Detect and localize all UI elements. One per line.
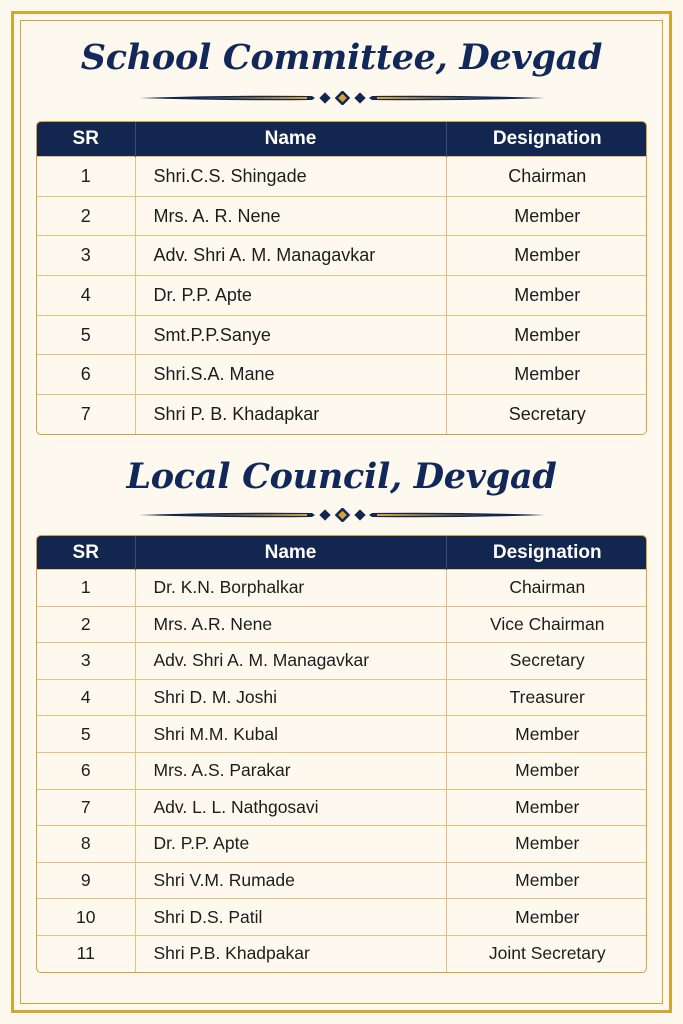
- row-name: Mrs. A. R. Nene: [135, 196, 446, 236]
- row-name: Adv. Shri A. M. Managavkar: [135, 236, 446, 276]
- table-row: [37, 570, 647, 607]
- row-designation: Member: [446, 826, 647, 863]
- row-designation: Chairman: [446, 570, 647, 607]
- row-sr: 8: [37, 826, 135, 863]
- row-sr: 7: [37, 789, 135, 826]
- row-name: Shri P.B. Khadpakar: [135, 935, 446, 971]
- table-header-row: [37, 122, 647, 157]
- table-row: [37, 606, 647, 643]
- row-designation: Member: [446, 315, 647, 355]
- row-name: Shri P. B. Khadapkar: [135, 395, 446, 434]
- table-row: [37, 355, 647, 395]
- row-sr: 5: [37, 716, 135, 753]
- row-designation: Member: [446, 899, 647, 936]
- row-sr: 5: [37, 315, 135, 355]
- row-name: Shri D. M. Joshi: [135, 679, 446, 716]
- row-designation: Treasurer: [446, 679, 647, 716]
- row-name: Shri D.S. Patil: [135, 899, 446, 936]
- row-name: Mrs. A.R. Nene: [135, 606, 446, 643]
- header-designation: Designation: [446, 536, 647, 570]
- row-designation: Member: [446, 196, 647, 236]
- row-sr: 10: [37, 899, 135, 936]
- header-sr: SR: [37, 536, 135, 570]
- row-sr: 4: [37, 679, 135, 716]
- row-designation: Member: [446, 355, 647, 395]
- row-sr: 3: [37, 236, 135, 276]
- local-council-table: [36, 535, 647, 973]
- table-row: [37, 157, 647, 197]
- table-row: [37, 395, 647, 434]
- row-name: Shri.S.A. Mane: [135, 355, 446, 395]
- school-committee-title: School Committee, Devgad: [80, 37, 603, 78]
- table-row: [37, 862, 647, 899]
- row-designation: Member: [446, 716, 647, 753]
- row-designation: Joint Secretary: [446, 935, 647, 971]
- row-name: Shri M.M. Kubal: [135, 716, 446, 753]
- row-name: Adv. Shri A. M. Managavkar: [135, 643, 446, 680]
- table-row: [37, 899, 647, 936]
- header-name: Name: [135, 122, 446, 157]
- table-row: [37, 716, 647, 753]
- row-sr: 3: [37, 643, 135, 680]
- row-sr: 6: [37, 752, 135, 789]
- header-name: Name: [135, 536, 446, 570]
- school-committee-table: [36, 121, 647, 435]
- table-row: [37, 196, 647, 236]
- row-designation: Member: [446, 862, 647, 899]
- row-name: Dr. P.P. Apte: [135, 276, 446, 316]
- header-sr: SR: [37, 122, 135, 157]
- row-name: Mrs. A.S. Parakar: [135, 752, 446, 789]
- row-sr: 2: [37, 606, 135, 643]
- table-row: [37, 935, 647, 971]
- row-name: Smt.P.P.Sanye: [135, 315, 446, 355]
- row-sr: 2: [37, 196, 135, 236]
- table-row: [37, 679, 647, 716]
- ornamental-diamond-divider-icon: [137, 508, 547, 522]
- row-designation: Vice Chairman: [446, 606, 647, 643]
- table-row: [37, 276, 647, 316]
- row-designation: Member: [446, 752, 647, 789]
- table-header-row: [37, 536, 647, 570]
- row-sr: 4: [37, 276, 135, 316]
- header-designation: Designation: [446, 122, 647, 157]
- ornamental-diamond-divider-icon: [137, 91, 547, 105]
- row-sr: 9: [37, 862, 135, 899]
- table-row: [37, 789, 647, 826]
- row-designation: Chairman: [446, 157, 647, 197]
- row-name: Shri.C.S. Shingade: [135, 157, 446, 197]
- table-row: [37, 236, 647, 276]
- row-designation: Secretary: [446, 643, 647, 680]
- table-row: [37, 643, 647, 680]
- row-sr: 1: [37, 570, 135, 607]
- row-designation: Member: [446, 276, 647, 316]
- table-row: [37, 315, 647, 355]
- table-row: [37, 826, 647, 863]
- row-name: Dr. K.N. Borphalkar: [135, 570, 446, 607]
- row-sr: 7: [37, 395, 135, 434]
- row-designation: Member: [446, 236, 647, 276]
- row-sr: 6: [37, 355, 135, 395]
- row-name: Adv. L. L. Nathgosavi: [135, 789, 446, 826]
- row-name: Dr. P.P. Apte: [135, 826, 446, 863]
- local-council-title: Local Council, Devgad: [126, 456, 557, 497]
- row-sr: 11: [37, 935, 135, 971]
- row-name: Shri V.M. Rumade: [135, 862, 446, 899]
- row-designation: Member: [446, 789, 647, 826]
- row-sr: 1: [37, 157, 135, 197]
- row-designation: Secretary: [446, 395, 647, 434]
- table-row: [37, 752, 647, 789]
